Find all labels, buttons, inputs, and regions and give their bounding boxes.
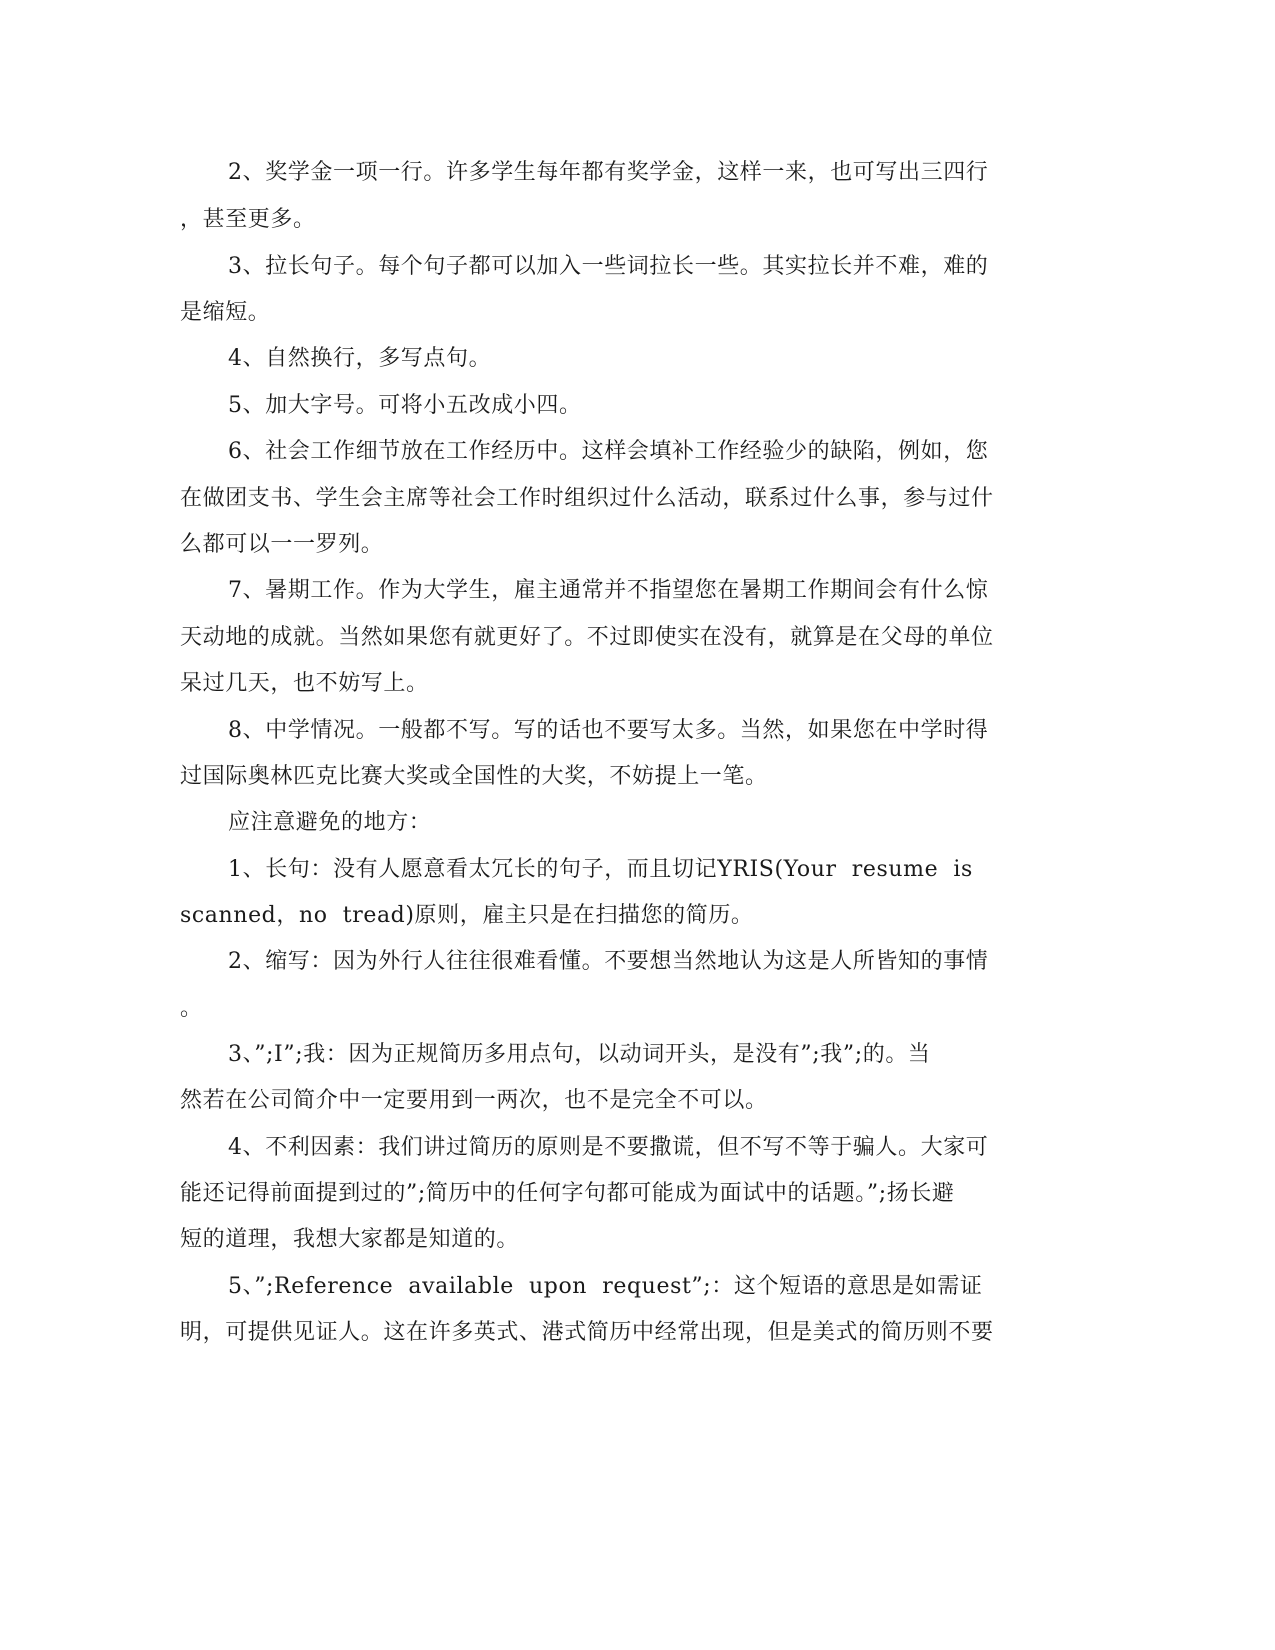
text-line: 1、长句：没有人愿意看太冗长的句子，而且切记YRIS(Your resume is [228, 857, 973, 882]
text-line: 4、自然换行，多写点句。 [228, 346, 492, 371]
section-heading: 应注意避免的地方： [228, 810, 432, 835]
text-line: 7、暑期工作。作为大学生，雇主通常并不指望您在暑期工作期间会有什么惊 [228, 578, 989, 603]
text-line: 6、社会工作细节放在工作经历中。这样会填补工作经验少的缺陷，例如，您 [228, 439, 989, 464]
text-line: 3、”;I”;我：因为正规简历多用点句，以动词开头，是没有”;我”;的。当 [228, 1042, 931, 1067]
text-line: 在做团支书、学生会主席等社会工作时组织过什么活动，联系过什么事，参与过什 [180, 486, 994, 511]
text-line: 短的道理，我想大家都是知道的。 [180, 1227, 520, 1252]
text-line: 2、缩写：因为外行人往往很难看懂。不要想当然地认为这是人所皆知的事情 [228, 949, 989, 974]
text-line: 5、”;Reference available upon request”;：这个短语的意思是如需证 [228, 1274, 983, 1299]
text-line: scanned，no tread)原则，雇主只是在扫描您的简历。 [180, 903, 754, 928]
text-line: 4、不利因素：我们讲过简历的原则是不要撒谎，但不写不等于骗人。大家可 [228, 1135, 989, 1160]
text-line: 天动地的成就。当然如果您有就更好了。不过即使实在没有，就算是在父母的单位 [180, 625, 994, 650]
text-line: 5、加大字号。可将小五改成小四。 [228, 393, 582, 418]
text-line: ，甚至更多。 [180, 207, 316, 232]
text-line: 。 [180, 996, 203, 1021]
text-line: 么都可以一一罗列。 [180, 532, 384, 557]
text-line: 能还记得前面提到过的”;简历中的任何字句都可能成为面试中的话题。”;扬长避 [180, 1181, 955, 1206]
text-line: 呆过几天，也不妨写上。 [180, 671, 429, 696]
text-line: 2、奖学金一项一行。许多学生每年都有奖学金，这样一来，也可写出三四行 [228, 160, 989, 185]
text-line: 3、拉长句子。每个句子都可以加入一些词拉长一些。其实拉长并不难，难的 [228, 254, 989, 279]
text-line: 是缩短。 [180, 300, 271, 325]
text-line: 然若在公司简介中一定要用到一两次，也不是完全不可以。 [180, 1088, 768, 1113]
text-line: 明，可提供见证人。这在许多英式、港式简历中经常出现，但是美式的简历则不要 [180, 1320, 994, 1345]
text-line: 8、中学情况。一般都不写。写的话也不要写太多。当然，如果您在中学时得 [228, 718, 989, 743]
text-line: 过国际奥林匹克比赛大奖或全国性的大奖，不妨提上一笔。 [180, 764, 768, 789]
